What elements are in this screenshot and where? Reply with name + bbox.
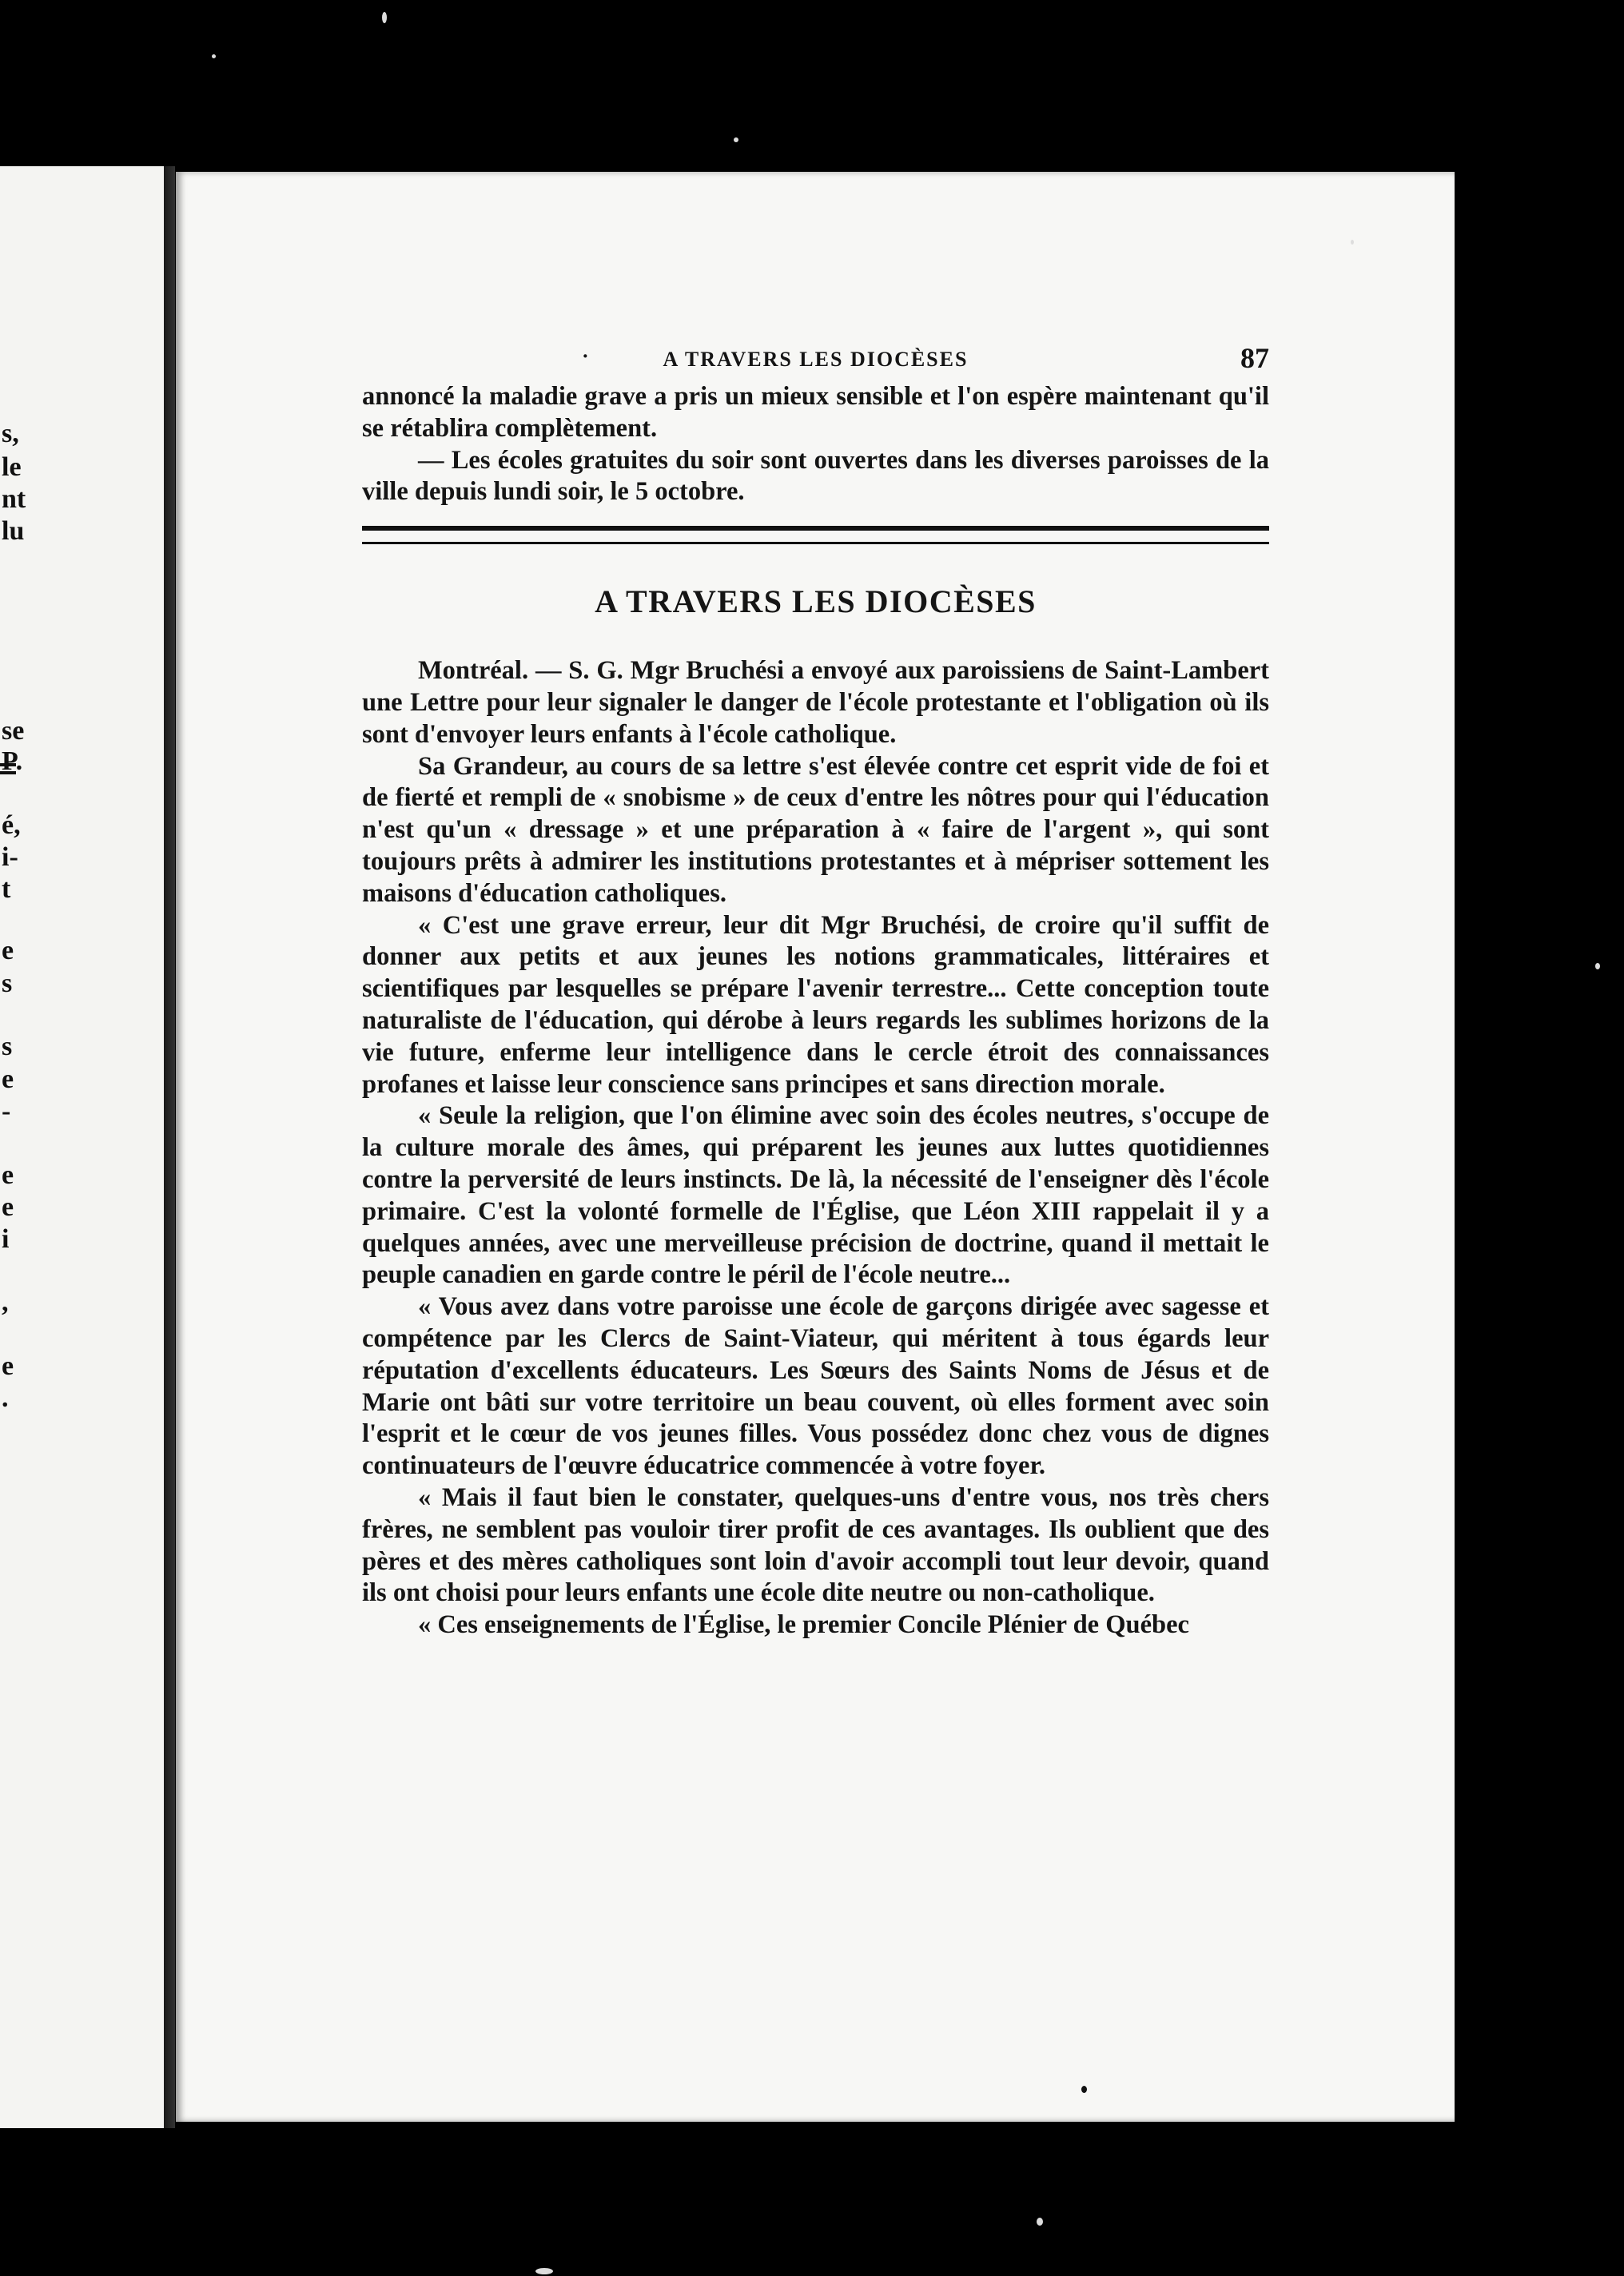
lead-place: Montréal. xyxy=(418,656,529,686)
fragment-text: e xyxy=(2,1064,14,1094)
fragment-text: nt xyxy=(2,484,26,514)
article-paragraph: Sa Grandeur, au cours de sa lettre s'est élevée contre cet esprit vide de foi et de fierté et rempli de « snobisme » de ceux d'entre les nôtres pour qui l'éducation n'est qu'un « dressage » et une préparation à « faire de l'argent », qui sont toujours prêts à admirer les institutions protestantes et à mépriser sottement les maisons d'éducation catholiques. xyxy=(362,751,1269,908)
article-paragraph: « Mais il faut bien le constater, quelques-uns d'entre vous, nos très chers frères, ne semblent pas vouloir tirer profit de ces avantages. Ils oublient que des pères et des mères catholiques sont loin d'avoir accompli tout leur devoir, quand ils ont choisi pour leurs enfants une école dite neutre ou non-catholique. xyxy=(362,1482,1269,1608)
continuation-paragraph: — Les écoles gratuites du soir sont ouvertes dans les diverses paroisses de la ville depuis lundi soir, le 5 octobre. xyxy=(362,445,1269,507)
fragment-text: . xyxy=(2,1383,9,1413)
article-paragraph xyxy=(362,655,1269,750)
scan-speck xyxy=(1037,2218,1043,2226)
fragment-text: e xyxy=(2,1351,14,1381)
article-paragraph: « C'est une grave erreur, leur dit Mgr Bruchési, de croire qu'il suffit de donner aux petits et aux jeunes les notions grammaticales, littéraires et scientifiques par lesquelles se prépare l'avenir terrestre... Cette conception toute naturaliste de l'éducation, qui dérobe à leurs regards les sublimes horizons de la vie future, enferme leur intelligence dans le cercle étroit des connaissances profanes et laisse leur conscience sans principes et sans direction morale. xyxy=(362,910,1269,1099)
running-head-title: · A TRAVERS LES DIOCÈSES xyxy=(362,348,1269,372)
previous-page-fragment xyxy=(0,166,166,2128)
article-paragraph: « Seule la religion, que l'on élimine avec soin des écoles neutres, s'occupe de la culture morale des âmes, qui préparent les jeunes aux luttes quotidiennes contre la perversité de leurs instincts. De là, la nécessité de l'enseigner dès l'école primaire. C'est la volonté formelle de l'Église, que Léon XIII rappelait il y a quelques années, avec une merveilleuse précision de doctrine, quand il mettait le peuple canadien en garde contre le péril de l'école neutre... xyxy=(362,1101,1269,1290)
book-page xyxy=(176,172,1455,2122)
scan-speck xyxy=(212,54,216,58)
section-divider xyxy=(362,526,1269,544)
paragraph-text: — S. G. Mgr Bruchési a envoyé aux paroissiens de Saint-Lambert une Lettre pour leur signaler le danger de l'école protestante et l'obligation où ils sont d'envoyer leurs enfants à l'école catholique. xyxy=(362,656,1269,749)
scan-speck xyxy=(382,12,387,23)
page-number: 87 xyxy=(1240,342,1269,374)
fragment-text: i xyxy=(2,1224,10,1254)
gutter-shadow xyxy=(164,166,175,2128)
fragment-text: - xyxy=(2,1096,11,1126)
fragment-text: P. xyxy=(2,746,23,776)
running-head xyxy=(362,341,1269,381)
scan-speck xyxy=(1595,963,1600,969)
fragment-text: se xyxy=(2,716,25,746)
article-paragraph: « Vous avez dans votre paroisse une école de garçons dirigée avec sagesse et compétence par les Clercs de Saint-Viateur, qui méritent à tous égards leur réputation d'excellents éducateurs. Les Sœurs des Saints Noms de Jésus et de Marie ont bâti sur votre territoire un beau couvent, où elles forment avec soin l'esprit et le cœur de vos jeunes filles. Vous possédez donc chez vous de dignes continuateurs de l'œuvre éducatrice commencée à votre foyer. xyxy=(362,1292,1269,1481)
fragment-text: t xyxy=(2,874,11,904)
fragment-text: s xyxy=(2,1032,13,1061)
scan-speck xyxy=(734,137,738,142)
section-title: A TRAVERS LES DIOCÈSES xyxy=(595,583,1037,620)
fragment-text: e xyxy=(2,1192,14,1222)
scan-speck xyxy=(535,2268,553,2274)
fragment-text: e xyxy=(2,1160,14,1190)
scan-speck xyxy=(1351,240,1354,245)
continuation-paragraph: annoncé la maladie grave a pris un mieux sensible et l'on espère maintenant qu'il se rétablira complètement. xyxy=(362,382,1269,443)
fragment-text: i- xyxy=(2,842,18,872)
fragment-text: é, xyxy=(2,810,21,840)
fragment-text: , xyxy=(2,1287,9,1317)
fragment-text: s, xyxy=(2,419,19,448)
fragment-text: s xyxy=(2,969,13,998)
article-paragraph: « Ces enseignements de l'Église, le premier Concile Plénier de Québec xyxy=(418,1610,1189,1640)
fragment-text: e xyxy=(2,936,14,965)
fragment-text: lu xyxy=(2,516,25,546)
page-content xyxy=(362,341,1269,1641)
ink-speck xyxy=(1081,2086,1087,2093)
fragment-text: le xyxy=(2,452,22,482)
